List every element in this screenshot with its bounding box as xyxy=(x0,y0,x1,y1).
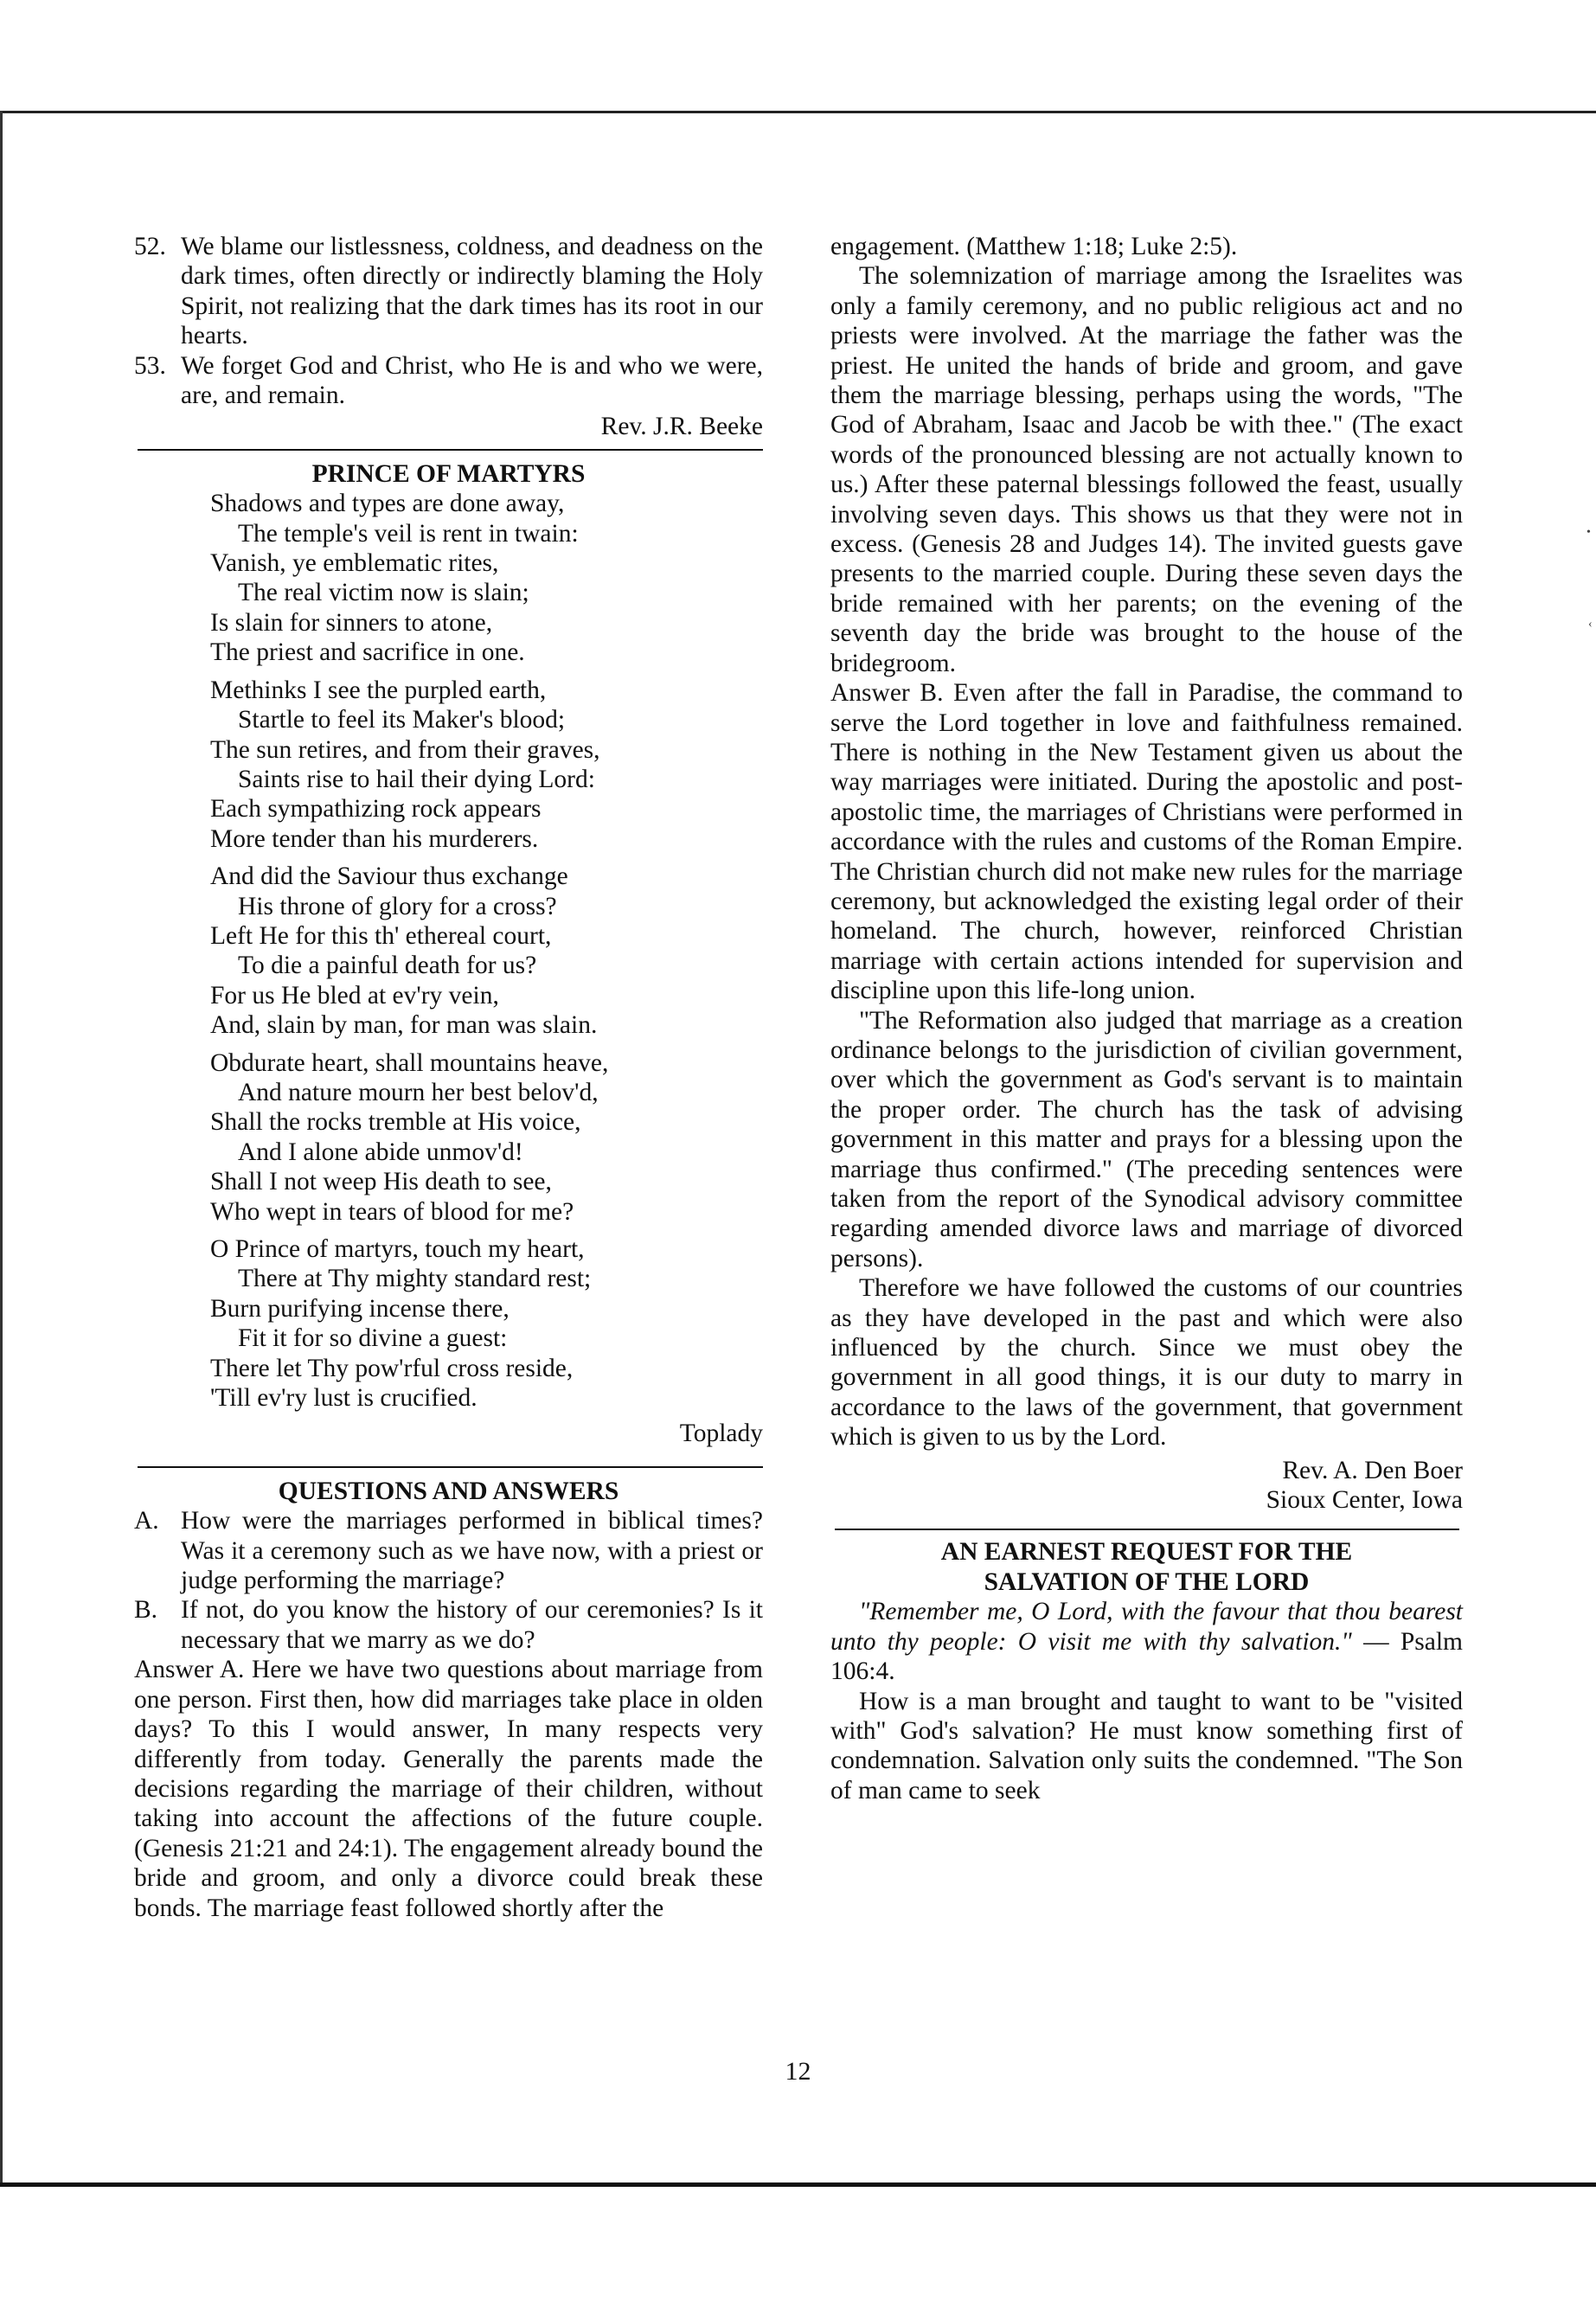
poem-line: The priest and sacrifice in one. xyxy=(210,638,525,667)
answer-b-paragraph: Answer B. Even after the fall in Paradise, the command to serve the Lord together in love and faithfulness remained. There is nothing in the New Testament given us about the way marriages were initiated. During the apostolic and post-apostolic time, the marriages of Christians were performed in accordance with the rules and customs of the Roman Empire. The Christian church did not make new rules for the marriage ceremony, but acknowledged the existing legal order of their homeland. The church, however, reinforced Christian marriage with certain actions intended for supervision and discipline upon this life-long union. xyxy=(830,679,1463,1005)
item-number: 53. xyxy=(134,351,166,380)
question-text: How were the marriages performed in biblical times? Was it a ceremony such as we have now, with a priest or judge performing the marriage? xyxy=(181,1507,763,1595)
signature-place: Sioux Center, Iowa xyxy=(1266,1486,1463,1515)
poem-stanza xyxy=(210,862,763,1040)
poem-stanza xyxy=(210,1048,763,1227)
qa-title: QUESTIONS AND ANSWERS xyxy=(278,1477,619,1505)
poem-line: And I alone abide unmov'd! xyxy=(238,1138,523,1166)
poem-line: The real victim now is slain; xyxy=(238,579,529,607)
section-divider xyxy=(138,1466,763,1468)
poem-stanza xyxy=(210,676,763,854)
poem-author: Toplady xyxy=(679,1420,763,1448)
question-label: A. xyxy=(134,1507,159,1535)
question-item xyxy=(134,1595,763,1655)
poem-line: To die a painful death for us? xyxy=(238,952,537,980)
question-label: B. xyxy=(134,1596,158,1625)
item-text: We blame our listlessness, coldness, and deadness on the dark times, often directly or indirectly blaming the Holy Spirit, not realizing that the dark times has its root in our hearts. xyxy=(181,233,763,350)
poem-line: And, slain by man, for man was slain. xyxy=(210,1011,598,1040)
poem-line: The sun retires, and from their graves, xyxy=(210,735,600,764)
poem-line: Fit it for so divine a guest: xyxy=(238,1324,508,1353)
paragraph: The solemnization of marriage among the Israelites was only a family ceremony, and no public religious act and no priests were involved. At the marriage the father was the priest. He united the hands of bride and groom, and gave them the marriage blessing, perhaps using the words, "The God of Abraham, Isaac and Jacob be with thee." (The exact words of the pronounced blessing are not actually known to us.) After these paternal blessings followed the feast, usually involving seven days. This shows us that they were not in excess. (Genesis 28 and Judges 14). The invited guests gave presents to the married couple. During these seven days the bride remained with her parents; on the evening of the seventh day the bride was brought to the house of the bridegroom. xyxy=(830,262,1463,677)
item-number: 52. xyxy=(134,233,166,260)
poem-line: Each sympathizing rock appears xyxy=(210,795,542,824)
poem-line: Shall I not weep His death to see, xyxy=(210,1168,552,1196)
scan-speck: • xyxy=(1586,526,1591,539)
poem-line: There at Thy mighty standard rest; xyxy=(238,1265,592,1293)
poem-line: For us He bled at ev'ry vein, xyxy=(210,981,499,1009)
poem-line: And did the Saviour thus exchange xyxy=(210,862,568,891)
poem-line: Shall the rocks tremble at His voice, xyxy=(210,1108,581,1137)
poem-line: More tender than his murderers. xyxy=(210,824,539,853)
scan-edge-left xyxy=(0,111,3,2187)
poem-line: Saints rise to hail their dying Lord: xyxy=(238,765,595,793)
request-title-line1: AN EARNEST REQUEST FOR THE xyxy=(940,1538,1353,1567)
poem-line: The temple's veil is rent in twain: xyxy=(238,519,579,548)
quote-text: "Remember me, O Lord, with the favour that thou bearest unto thy people: O visit me with thy salvation." xyxy=(830,1598,1463,1656)
signature-beeke: Rev. J.R. Beeke xyxy=(600,413,763,441)
poem-stanza xyxy=(210,1234,763,1413)
paragraph: Therefore we have followed the customs of our countries as they have developed in the past and which were also influenced by the church. Since we must obey the government in all good things, it is our duty to marry in accordance to the laws of the government, that government which is given to us by the Lord. xyxy=(830,1274,1463,1452)
poem-line: Who wept in tears of blood for me? xyxy=(210,1197,574,1226)
signature-den-boer: Rev. A. Den Boer xyxy=(1282,1456,1463,1484)
paragraph: engagement. (Matthew 1:18; Luke 2:5). xyxy=(830,233,1238,260)
poem-line: O Prince of martyrs, touch my heart, xyxy=(210,1235,585,1263)
scan-edge-top xyxy=(0,111,1596,113)
poem-line: His throne of glory for a cross? xyxy=(238,892,557,920)
poem-line: Obdurate heart, shall mountains heave, xyxy=(210,1048,609,1077)
section-divider xyxy=(835,1529,1459,1530)
quote-reference: — Psalm 106:4. xyxy=(830,1627,1464,1686)
poem-line: 'Till ev'ry lust is crucified. xyxy=(210,1384,478,1413)
page-number: 12 xyxy=(785,2057,811,2086)
poem-line: Startle to feel its Maker's blood; xyxy=(238,706,566,734)
poem-line: Left He for this th' ethereal court, xyxy=(210,921,552,950)
item-text: We forget God and Christ, who He is and who we were, are, and remain. xyxy=(181,351,763,410)
poem-line: There let Thy pow'rful cross reside, xyxy=(210,1354,574,1382)
paragraph: "The Reformation also judged that marriage as a creation ordinance belongs to the jurisdiction of civilian government, over which the government as God's servant is to maintain the proper order. The church has the task of advising government in this matter and prays for a blessing upon the marriage thus confirmed." (The preceding sentences were taken from the report of the Synodical advisory committee regarding amended divorce laws and marriage of divorced persons). xyxy=(830,1006,1463,1272)
poem-stanza xyxy=(210,489,763,667)
question-text: If not, do you know the history of our ceremonies? Is it necessary that we marry as we do? xyxy=(181,1596,763,1654)
poem-line: Methinks I see the purpled earth, xyxy=(210,676,547,704)
paragraph: How is a man brought and taught to want to be "visited with" God's salvation? He must know something first of condemnation. Salvation only suits the condemned. "The Son of man came to seek xyxy=(830,1687,1463,1804)
section-divider xyxy=(138,449,763,451)
poem-line: Is slain for sinners to atone, xyxy=(210,608,493,637)
poem-line: Burn purifying incense there, xyxy=(210,1294,510,1323)
left-column xyxy=(134,232,763,1923)
poem-line: Vanish, ye emblematic rites, xyxy=(210,549,499,578)
scan-edge-bottom xyxy=(0,2182,1596,2187)
answer-a-paragraph: Answer A. Here we have two questions about marriage from one person. First then, how did marriages take place in olden days? To this I would answer, In many respects very differently from today. Generally the parents made the decisions regarding the marriage of their children, without taking into account the affections of the future couple. (Genesis 21:21 and 24:1). The engagement already bound the bride and groom, and only a divorce could break these bonds. The marriage feast followed shortly after the xyxy=(134,1656,763,1922)
right-column xyxy=(830,232,1463,1805)
poem-title: PRINCE OF MARTYRS xyxy=(311,459,586,488)
numbered-item xyxy=(134,232,763,351)
poem xyxy=(210,489,763,1413)
scripture-quote xyxy=(830,1597,1463,1686)
poem-line: And nature mourn her best belov'd, xyxy=(238,1078,599,1106)
poem-line: Shadows and types are done away, xyxy=(210,490,565,518)
scan-speck: ‹ xyxy=(1588,618,1593,631)
question-item xyxy=(134,1506,763,1595)
request-title-line2: SALVATION OF THE LORD xyxy=(984,1567,1310,1596)
numbered-item xyxy=(134,351,763,411)
